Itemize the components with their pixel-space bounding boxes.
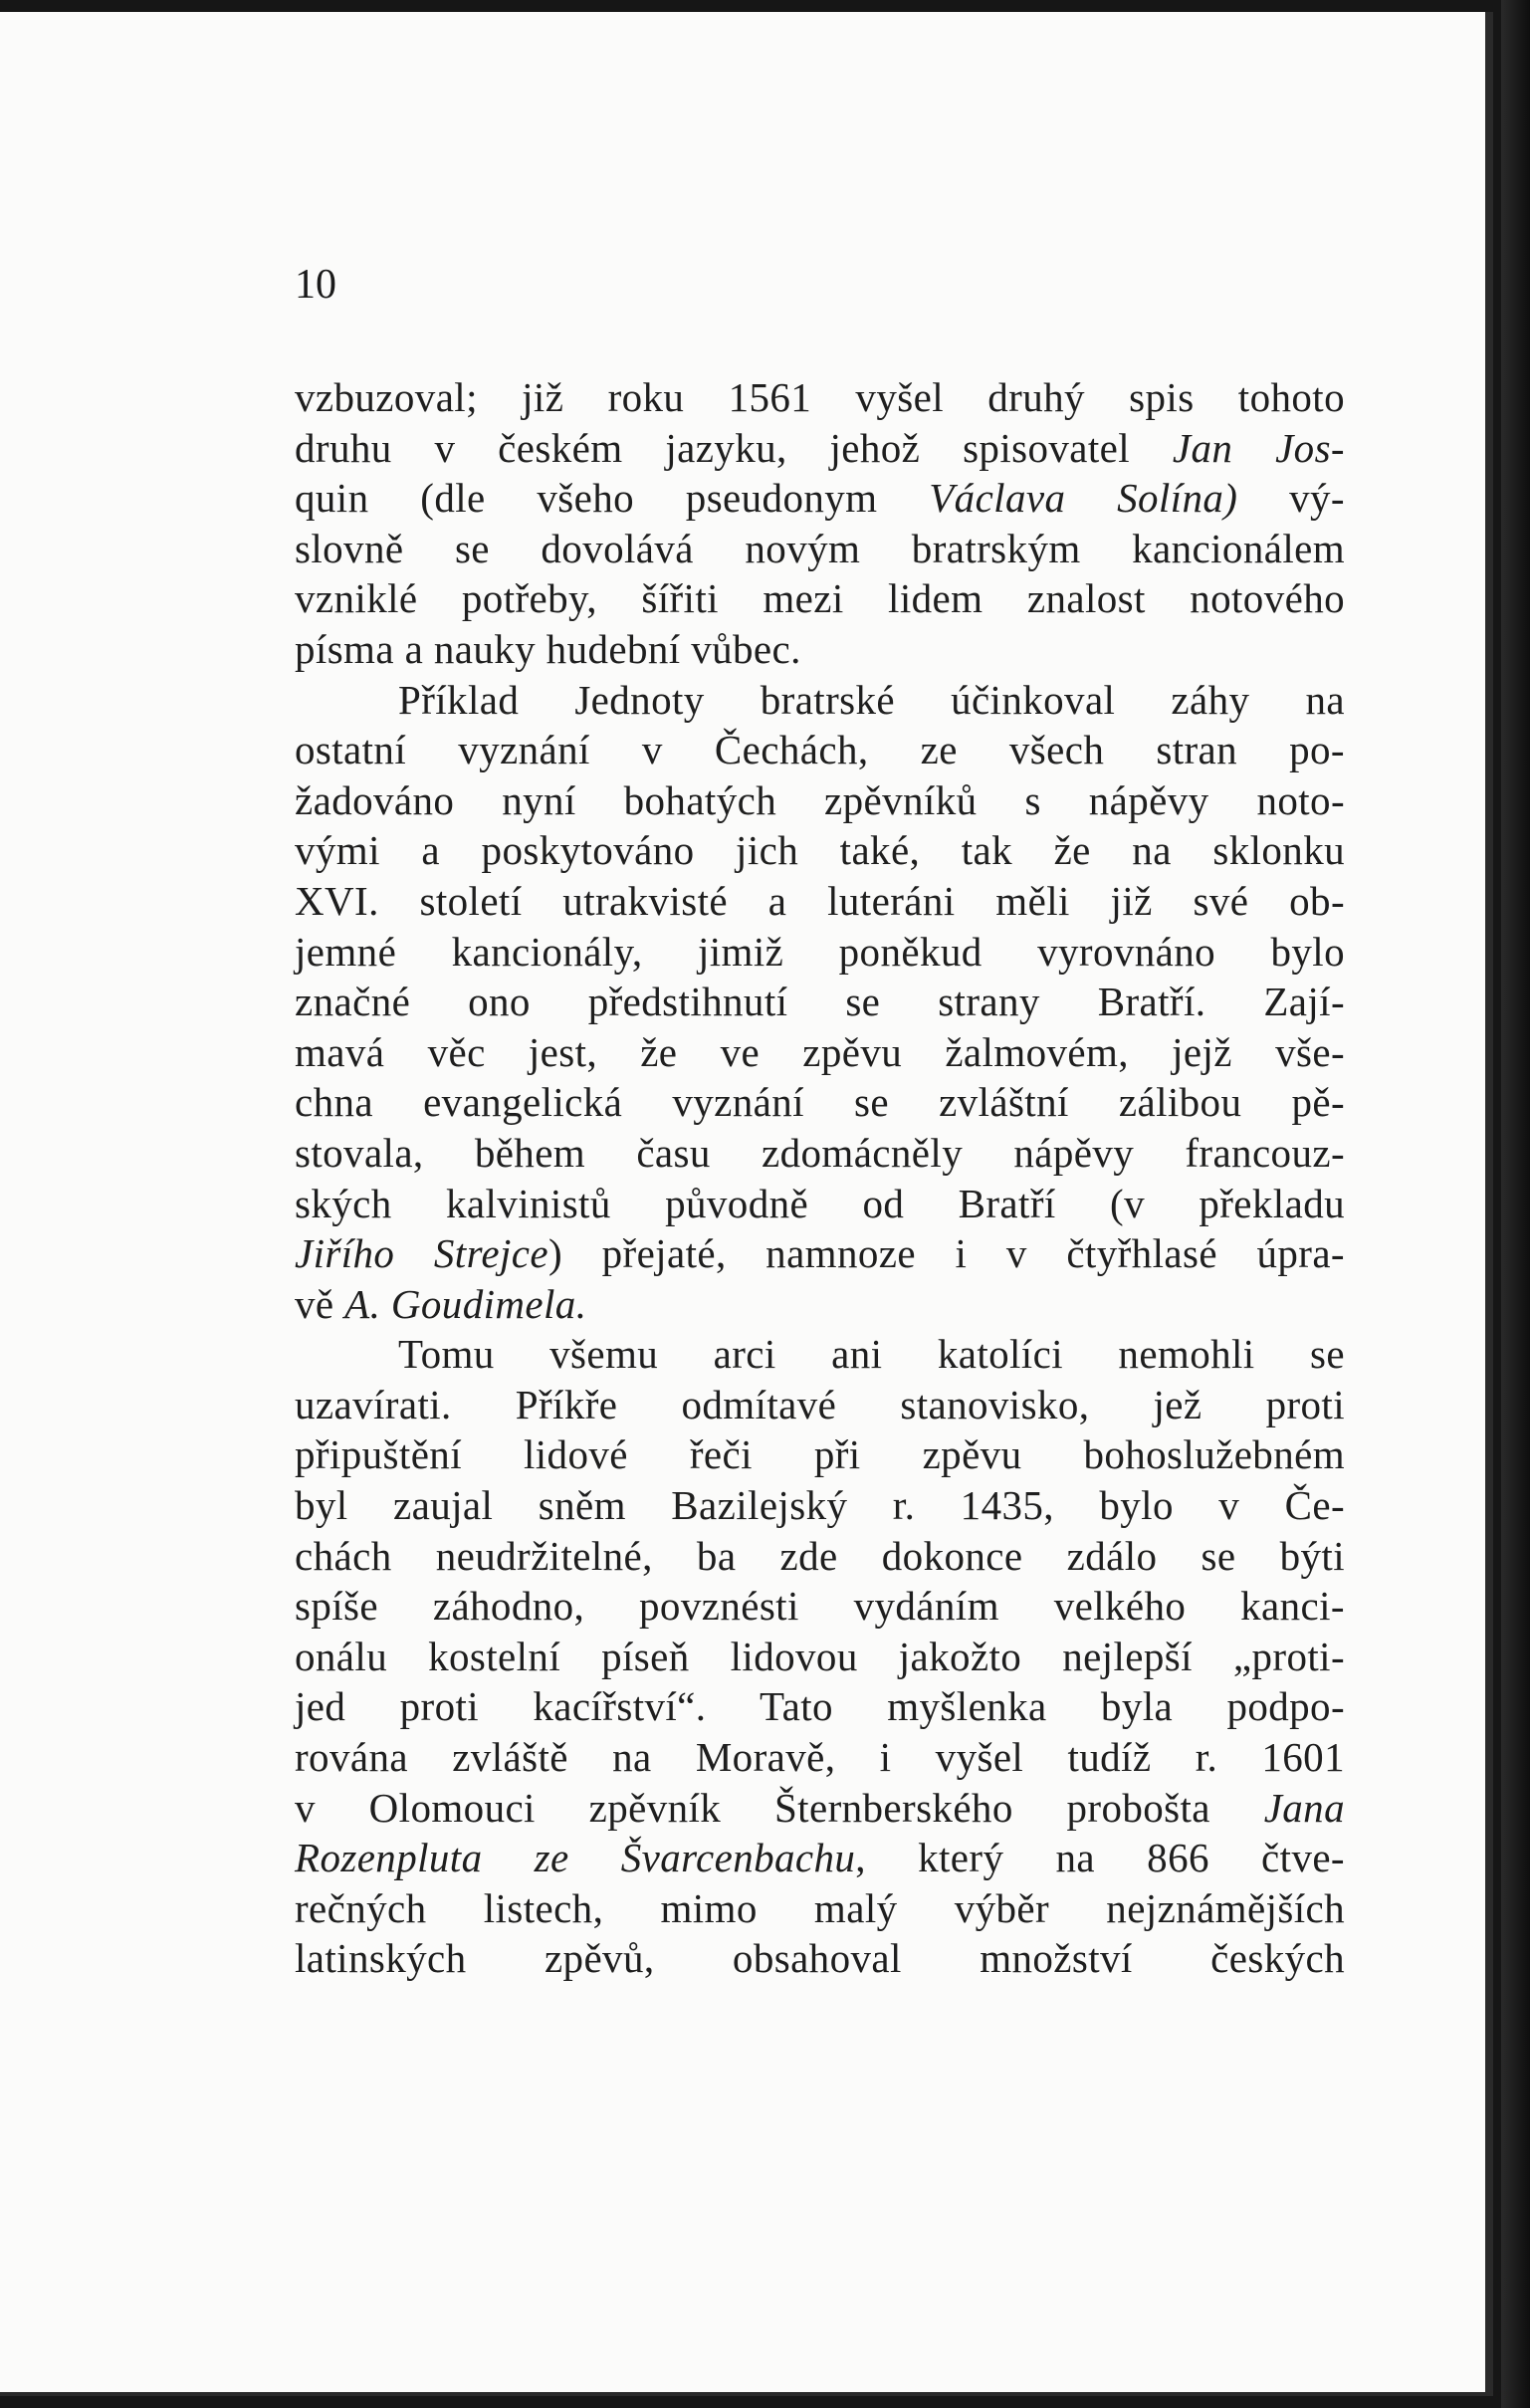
text-line-27: jed proti kacířství“. Tato myšlenka byla podpo- bbox=[295, 1683, 1345, 1730]
text-line-15: chna evangelická vyznání se zvláštní zálibou pě- bbox=[295, 1079, 1345, 1126]
text-line-24: chách neudržitelné, ba zde dokonce zdálo se býti bbox=[295, 1532, 1345, 1579]
translator-name-italic: Jiřího Strejce bbox=[295, 1230, 549, 1277]
text-line-30 bbox=[295, 1833, 1345, 1883]
text-line-31: rečných listech, mimo malý výběr nejznámějších bbox=[295, 1884, 1345, 1931]
text-line-5: vzniklé potřeby, šířiti mezi lidem znalost notového bbox=[295, 575, 1345, 622]
text-line-12: jemné kancionály, jimiž poněkud vyrovnáno bylo bbox=[295, 928, 1345, 975]
text-line-22: připuštění lidové řeči při zpěvu bohoslužebném bbox=[295, 1431, 1345, 1478]
text-line-13: značné ono předstihnutí se strany Bratří. Zají- bbox=[295, 979, 1345, 1025]
pseudonym-italic: Václava Solína) bbox=[929, 475, 1238, 522]
text-line-28: rována zvláště na Moravě, i vyšel tudíž r. 1601 bbox=[295, 1734, 1345, 1781]
text-line-1: vzbuzoval; již roku 1561 vyšel druhý spis tohoto bbox=[295, 374, 1345, 420]
text-line-11: XVI. století utrakvisté a luteráni měli již své ob- bbox=[295, 877, 1345, 924]
text-line-21: uzavírati. Příkře odmítavé stanovisko, jež proti bbox=[295, 1381, 1345, 1427]
text-line-29-a: v Olomouci zpěvník Šternberského probošta bbox=[295, 1784, 1264, 1831]
text-line-29 bbox=[295, 1783, 1345, 1834]
text-line-10: vými a poskytováno jich také, tak že na sklonku bbox=[295, 827, 1345, 874]
text-line-2 bbox=[295, 423, 1345, 474]
text-line-18-b: ) přejaté, namnoze i v čtyřhlasé úpra- bbox=[548, 1230, 1345, 1277]
text-line-19 bbox=[295, 1279, 1345, 1330]
text-line-8: ostatní vyznání v Čechách, ze všech stran po- bbox=[295, 727, 1345, 773]
text-line-6: písma a nauky hudební vůbec. bbox=[295, 625, 801, 672]
text-line-16: stovala, během času zdomácněly nápěvy francouz- bbox=[295, 1129, 1345, 1176]
text-line-25: spíše záhodno, povznésti vydáním velkého kanci- bbox=[295, 1583, 1345, 1630]
rozenplut-italic: Rozenpluta ze Švarcenbachu bbox=[295, 1835, 856, 1881]
book-page bbox=[0, 12, 1493, 2396]
text-line-4: slovně se dovolává novým bratrským kancionálem bbox=[295, 525, 1345, 571]
goudimel-italic: A. Goudimela. bbox=[344, 1280, 587, 1327]
text-line-26: onálu kostelní píseň lidovou jakožto nejlepší „proti- bbox=[295, 1633, 1345, 1679]
book-edge-shadow bbox=[1501, 0, 1530, 2408]
author-name-italic: Jan Jos- bbox=[1172, 424, 1345, 471]
text-line-7: Příklad Jednoty bratrské účinkoval záhy na bbox=[398, 676, 1345, 723]
text-line-20: Tomu všemu arci ani katolíci nemohli se bbox=[398, 1331, 1345, 1378]
text-line-9: žadováno nyní bohatých zpěvníků s nápěvy noto- bbox=[295, 776, 1345, 823]
text-line-3-b: vý- bbox=[1237, 475, 1345, 522]
page-number: 10 bbox=[295, 262, 336, 308]
text-line-3 bbox=[295, 473, 1345, 524]
text-line-18 bbox=[295, 1228, 1345, 1279]
text-line-23: byl zaujal sněm Bazilejský r. 1435, bylo v Če- bbox=[295, 1482, 1345, 1529]
text-line-3-a: quin (dle všeho pseudonym bbox=[295, 475, 930, 522]
text-line-2-a: druhu v českém jazyku, jehož spisovatel bbox=[295, 424, 1173, 471]
jana-italic: Jana bbox=[1263, 1784, 1345, 1831]
text-line-14: mavá věc jest, že ve zpěvu žalmovém, jejž vše- bbox=[295, 1028, 1345, 1075]
text-line-17: ských kalvinistů původně od Bratří (v překladu bbox=[295, 1180, 1345, 1226]
text-line-19-a: vě bbox=[295, 1280, 345, 1327]
body-text bbox=[295, 372, 1345, 1984]
text-line-32: latinských zpěvů, obsahoval množství českých bbox=[295, 1935, 1345, 1982]
text-line-30-b: , který na 866 čtve- bbox=[855, 1835, 1345, 1881]
